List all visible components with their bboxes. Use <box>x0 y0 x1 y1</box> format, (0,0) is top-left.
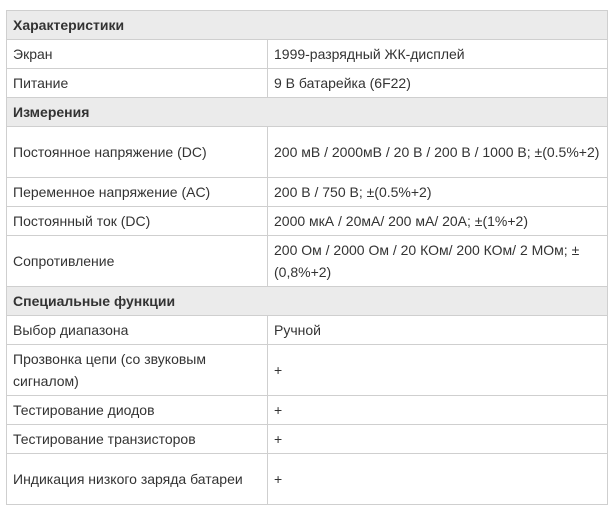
spec-value: 200 Ом / 2000 Ом / 20 КОм/ 200 КОм/ 2 МОм; ±(0,8%+2) <box>268 236 608 287</box>
section-title: Специальные функции <box>7 287 608 316</box>
spec-label: Переменное напряжение (AC) <box>7 178 268 207</box>
section-header-special-functions <box>7 287 608 316</box>
section-header-characteristics <box>7 11 608 40</box>
spec-label: Сопротивление <box>7 236 268 287</box>
spec-value: 2000 мкА / 20мА/ 200 мА/ 20А; ±(1%+2) <box>268 207 608 236</box>
spec-value: + <box>268 396 608 425</box>
table-row <box>7 207 608 236</box>
spec-value: 1999-разрядный ЖК-дисплей <box>268 40 608 69</box>
specifications-table <box>6 10 608 505</box>
section-header-measurements <box>7 98 608 127</box>
spec-value: 200 мВ / 2000мВ / 20 В / 200 В / 1000 В; ±(0.5%+2) <box>268 127 608 178</box>
spec-label: Тестирование транзисторов <box>7 425 268 454</box>
table-row <box>7 69 608 98</box>
spec-value: + <box>268 454 608 505</box>
spec-label: Индикация низкого заряда батареи <box>7 454 268 505</box>
table-row <box>7 127 608 178</box>
spec-value: 9 В батарейка (6F22) <box>268 69 608 98</box>
table-row <box>7 178 608 207</box>
table-row <box>7 454 608 505</box>
section-title: Характеристики <box>7 11 608 40</box>
spec-label: Постоянное напряжение (DC) <box>7 127 268 178</box>
spec-value: Ручной <box>268 316 608 345</box>
table-row <box>7 40 608 69</box>
table-row <box>7 396 608 425</box>
section-title: Измерения <box>7 98 608 127</box>
spec-value: + <box>268 345 608 396</box>
table-row <box>7 316 608 345</box>
spec-label: Постоянный ток (DC) <box>7 207 268 236</box>
spec-value: 200 В / 750 В; ±(0.5%+2) <box>268 178 608 207</box>
spec-label: Выбор диапазона <box>7 316 268 345</box>
spec-label: Тестирование диодов <box>7 396 268 425</box>
spec-label: Экран <box>7 40 268 69</box>
table-row <box>7 345 608 396</box>
table-row <box>7 236 608 287</box>
spec-value: + <box>268 425 608 454</box>
spec-label: Прозвонка цепи (со звуковым сигналом) <box>7 345 268 396</box>
spec-label: Питание <box>7 69 268 98</box>
table-row <box>7 425 608 454</box>
